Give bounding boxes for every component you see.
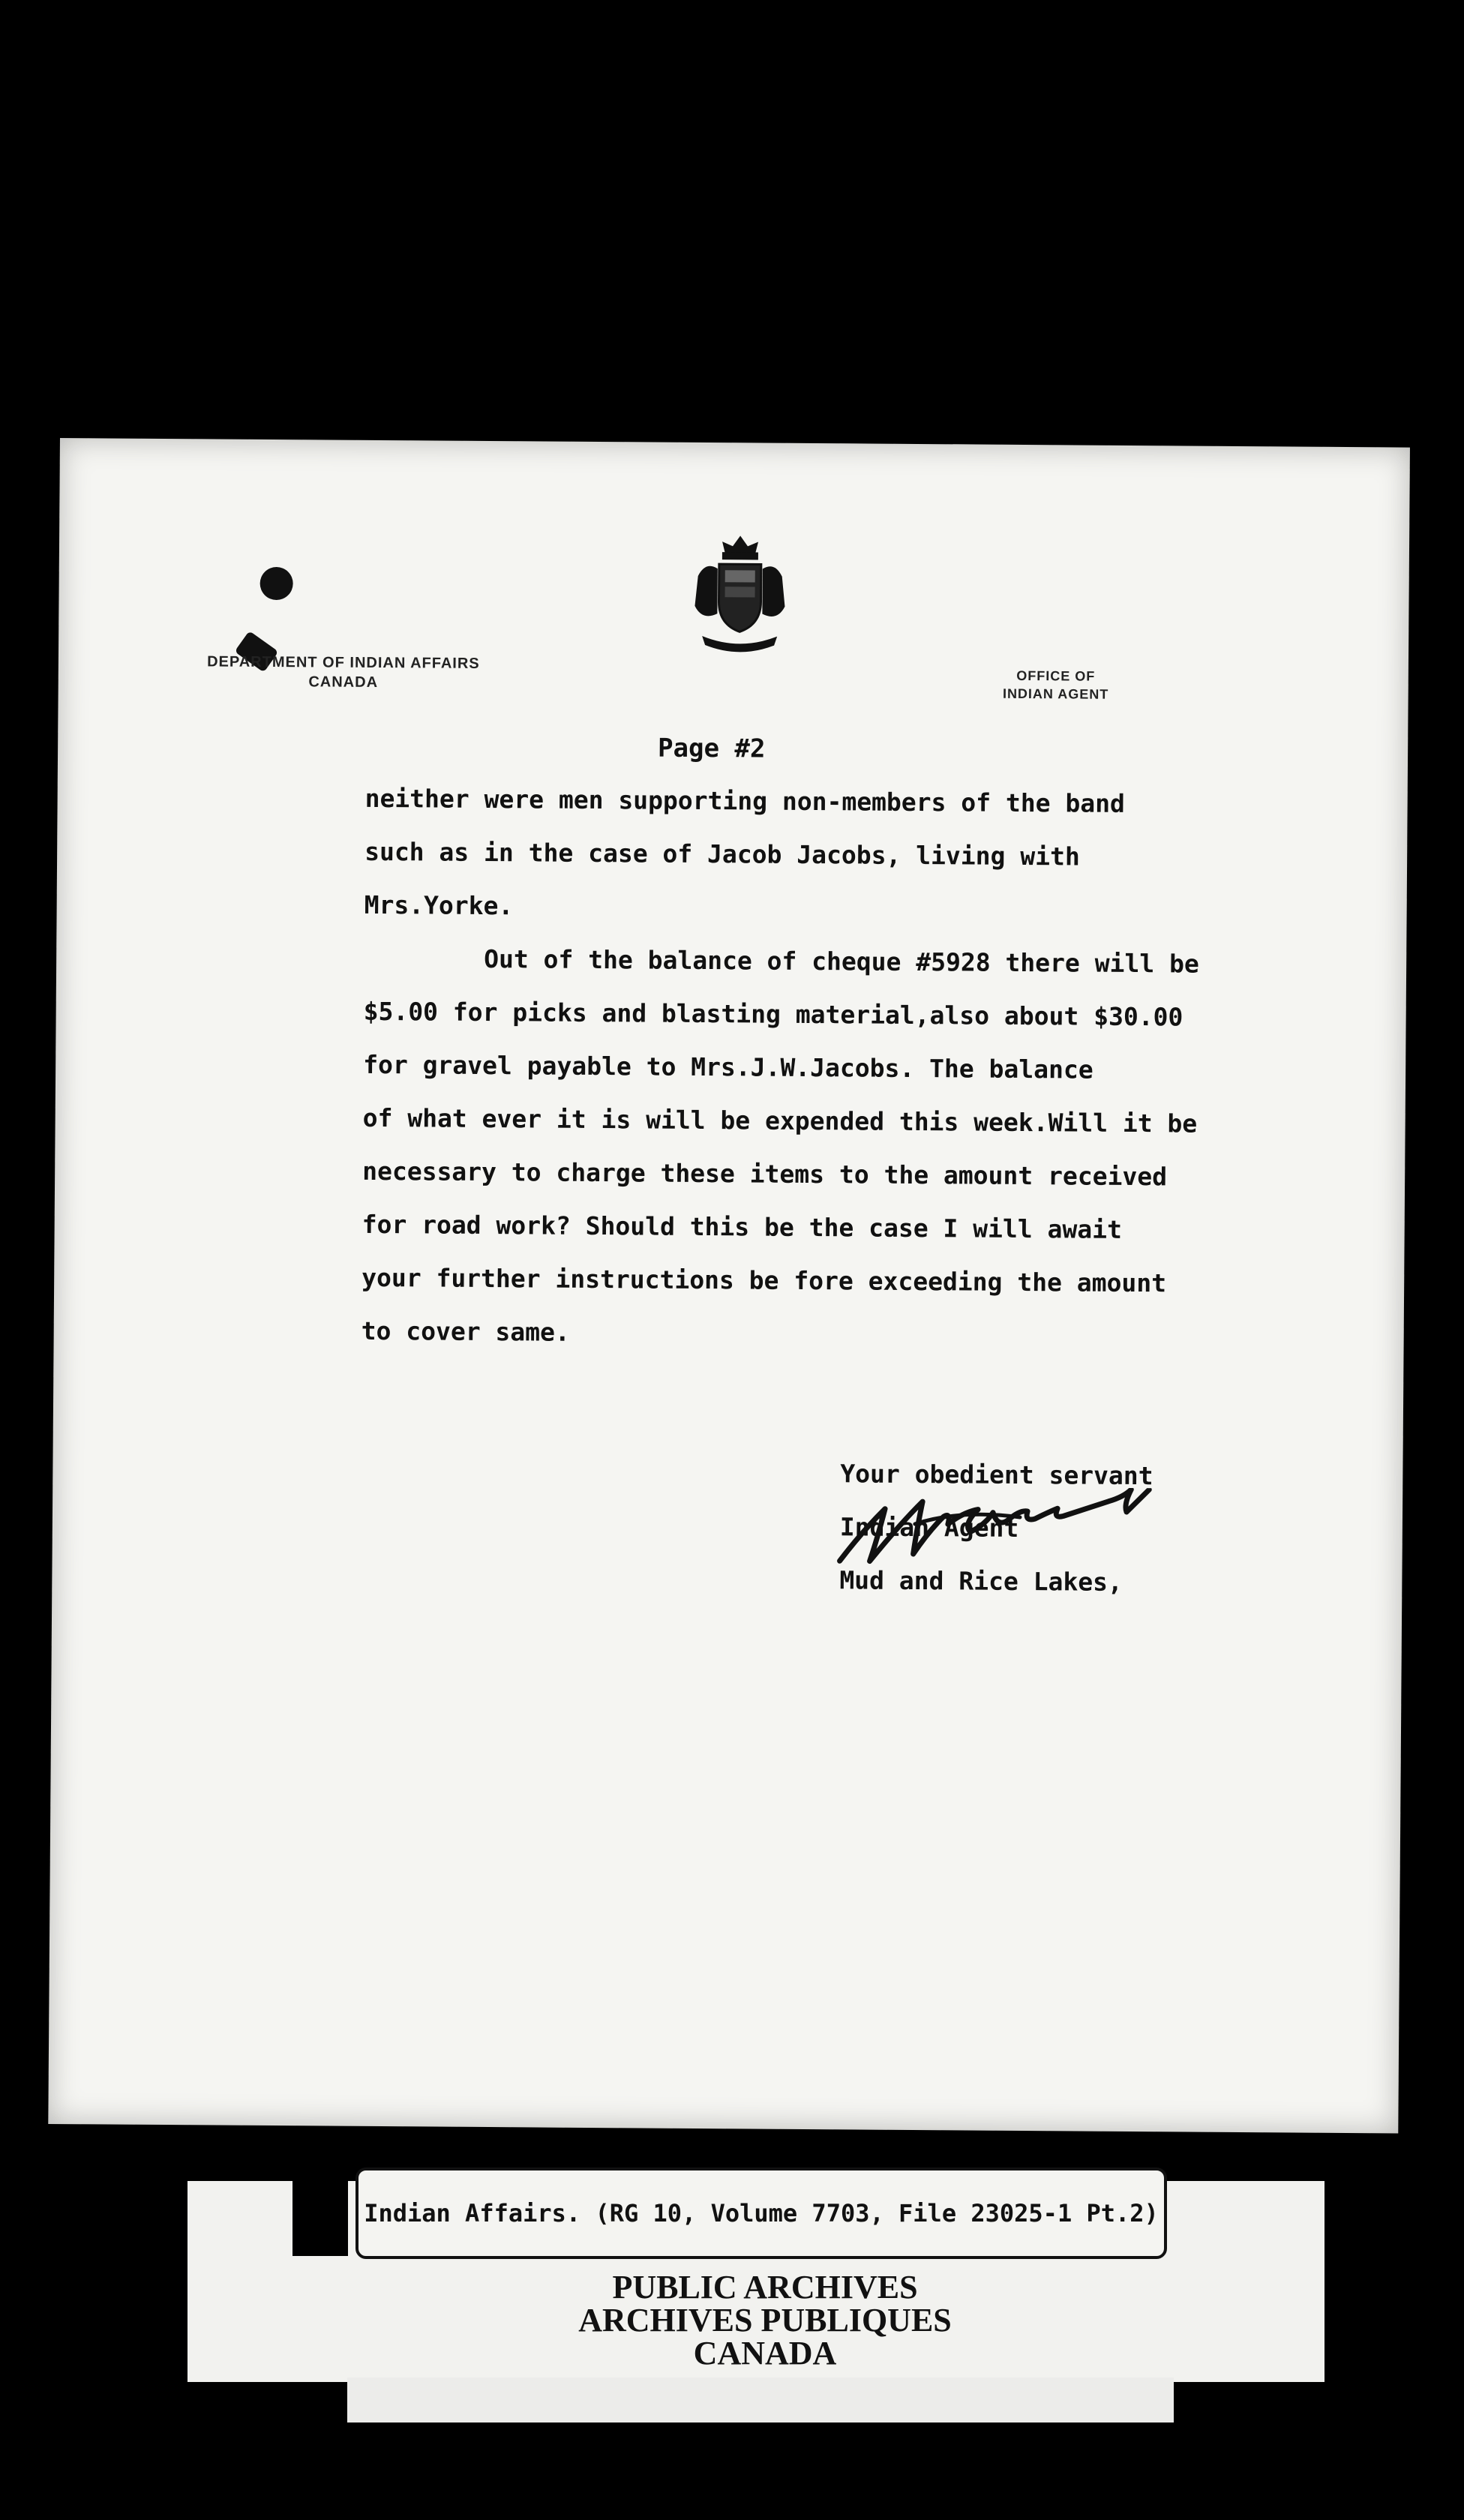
office-title: INDIAN AGENT (1002, 686, 1109, 702)
office-heading (958, 666, 1154, 704)
body-line: $5.00 for picks and blasting material,also about $30.00 (363, 996, 1184, 1032)
handwritten-signature (824, 1486, 1275, 1579)
archive-stamp (420, 2271, 1110, 2370)
signer-location: Mud and Rice Lakes, (839, 1565, 1124, 1597)
archive-name-fr: ARCHIVES PUBLIQUES (578, 2302, 952, 2338)
body-line: Out of the balance of cheque #5928 there will be (484, 944, 1199, 979)
office-line: OFFICE OF (1016, 668, 1096, 684)
page-number: Page #2 (657, 733, 766, 764)
body-line: for gravel payable to Mrs.J.W.Jacobs. The balance (363, 1049, 1094, 1084)
department-heading (171, 652, 516, 693)
body-line: necessary to charge these items to the amount received (362, 1156, 1168, 1192)
archive-country: CANADA (693, 2335, 837, 2372)
body-line: of what ever it is will be expended this week.Will it be (362, 1102, 1198, 1138)
body-line: Mrs.Yorke. (364, 890, 514, 921)
label-notch (292, 2181, 348, 2256)
body-line: neither were men supporting non-members of the band (364, 783, 1126, 818)
ink-blot (260, 567, 292, 600)
archive-label-base (347, 2378, 1174, 2422)
archive-reference-box (356, 2168, 1167, 2259)
archive-name-en: PUBLIC ARCHIVES (612, 2269, 918, 2306)
body-line: your further instructions be fore exceeding the amount (362, 1262, 1167, 1298)
salutation: Your obedient servant (840, 1459, 1154, 1491)
department-line: DEPARTMENT OF INDIAN AFFAIRS (207, 653, 480, 672)
coat-of-arms-icon (687, 531, 793, 659)
body-line: such as in the case of Jacob Jacobs, living with (364, 836, 1080, 872)
signer-title: Indian Agent (839, 1512, 1019, 1543)
body-line: for road work? Should this be the case I will await (362, 1209, 1123, 1244)
letter-page (48, 438, 1410, 2134)
department-country: CANADA (308, 674, 379, 691)
letter-body (361, 772, 1370, 1364)
body-line: to cover same. (361, 1316, 570, 1347)
archive-reference: Indian Affairs. (RG 10, Volume 7703, File 23025-1 Pt.2) (364, 2199, 1159, 2228)
